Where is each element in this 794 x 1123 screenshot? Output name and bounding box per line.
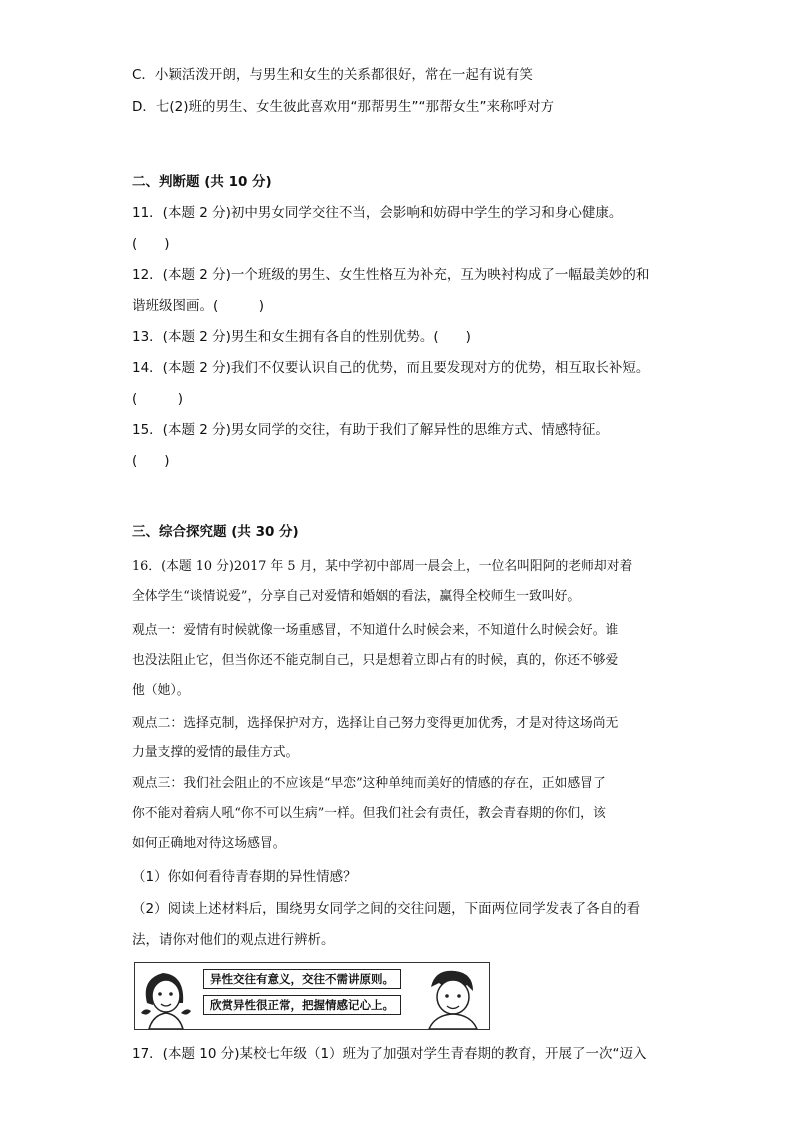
viewpoint-2-line-2: 力量支撑的爱情的最佳方式。	[132, 745, 299, 760]
sub-question-2-line-2: 法，请你对他们的观点进行辨析。	[132, 932, 335, 948]
question-15-line-1: 15．(本题 2 分)男女同学的交往，有助于我们了解异性的思维方式、情感特征。	[132, 422, 609, 438]
comic-illustration	[134, 962, 490, 1030]
viewpoint-1-line-3: 他（她）。	[132, 683, 190, 698]
question-12-line-2: 谐班级图画。( )	[132, 298, 265, 314]
question-11-answer-blank: ( )	[132, 236, 170, 252]
viewpoint-1-line-2: 也没法阻止它，但当你还不能克制自己，只是想着立即占有的时候，真的，你还不够爱	[132, 653, 619, 668]
question-13-line-1: 13．(本题 2 分)男生和女生拥有各自的性别优势。( )	[132, 329, 471, 345]
boy-figure-icon	[417, 963, 489, 1029]
question-16-line-1: 16．(本题 10 分)2017 年 5 月，某中学初中部周一晨会上，一位名叫阳阿的老师却对着	[132, 559, 633, 574]
option-c: C．小颖活泼开朗，与男生和女生的关系都很好，常在一起有说有笑	[132, 67, 533, 83]
girl-figure-icon	[135, 963, 203, 1029]
viewpoint-1-line-1: 观点一：爱情有时候就像一场重感冒，不知道什么时候会来，不知道什么时候会好。谁	[132, 623, 619, 638]
sub-question-2-line-1: （2）阅读上述材料后，围绕男女同学之间的交往问题，下面两位同学发表了各自的看	[132, 901, 641, 917]
speech-bubble-boy: 欣赏异性很正常，把握情感记心上。	[203, 995, 401, 1015]
option-d: D．七(2)班的男生、女生彼此喜欢用“那帮男生”“那帮女生”来称呼对方	[132, 99, 554, 115]
viewpoint-2-line-1: 观点二：选择克制，选择保护对方，选择让自己努力变得更加优秀，才是对待这场尚无	[132, 716, 619, 731]
viewpoint-3-line-3: 如何正确地对待这场感冒。	[132, 836, 286, 851]
sub-question-1: （1）你如何看待青春期的异性情感？	[132, 869, 357, 885]
section-3-heading: 三、综合探究题 (共 30 分)	[132, 524, 299, 540]
question-16-line-2: 全体学生“谈情说爱”，分享自己对爱情和婚姻的看法，赢得全校师生一致叫好。	[132, 589, 581, 604]
viewpoint-3-line-2: 你不能对着病人吼“你不可以生病”一样。但我们社会有责任，教会青春期的你们，该	[132, 806, 606, 821]
viewpoint-3-line-1: 观点三：我们社会阻止的不应该是“早恋”这种单纯而美好的情感的存在，正如感冒了	[132, 776, 606, 791]
speech-bubble-girl: 异性交往有意义，交往不需讲原则。	[203, 969, 401, 989]
question-14-answer-blank: ( )	[132, 391, 184, 407]
question-15-answer-blank: ( )	[132, 453, 170, 469]
question-14-line-1: 14．(本题 2 分)我们不仅要认识自己的优势，而且要发现对方的优势，相互取长补短。	[132, 360, 650, 376]
question-11-line-1: 11．(本题 2 分)初中男女同学交往不当，会影响和妨碍中学生的学习和身心健康。	[132, 205, 623, 221]
question-12-line-1: 12．(本题 2 分)一个班级的男生、女生性格互为补充，互为映衬构成了一幅最美妙的和	[132, 267, 650, 283]
section-2-heading: 二、判断题 (共 10 分)	[132, 174, 272, 190]
question-17-line-1: 17．(本题 10 分)某校七年级（1）班为了加强对学生青春期的教育，开展了一次“迈入	[132, 1046, 647, 1062]
